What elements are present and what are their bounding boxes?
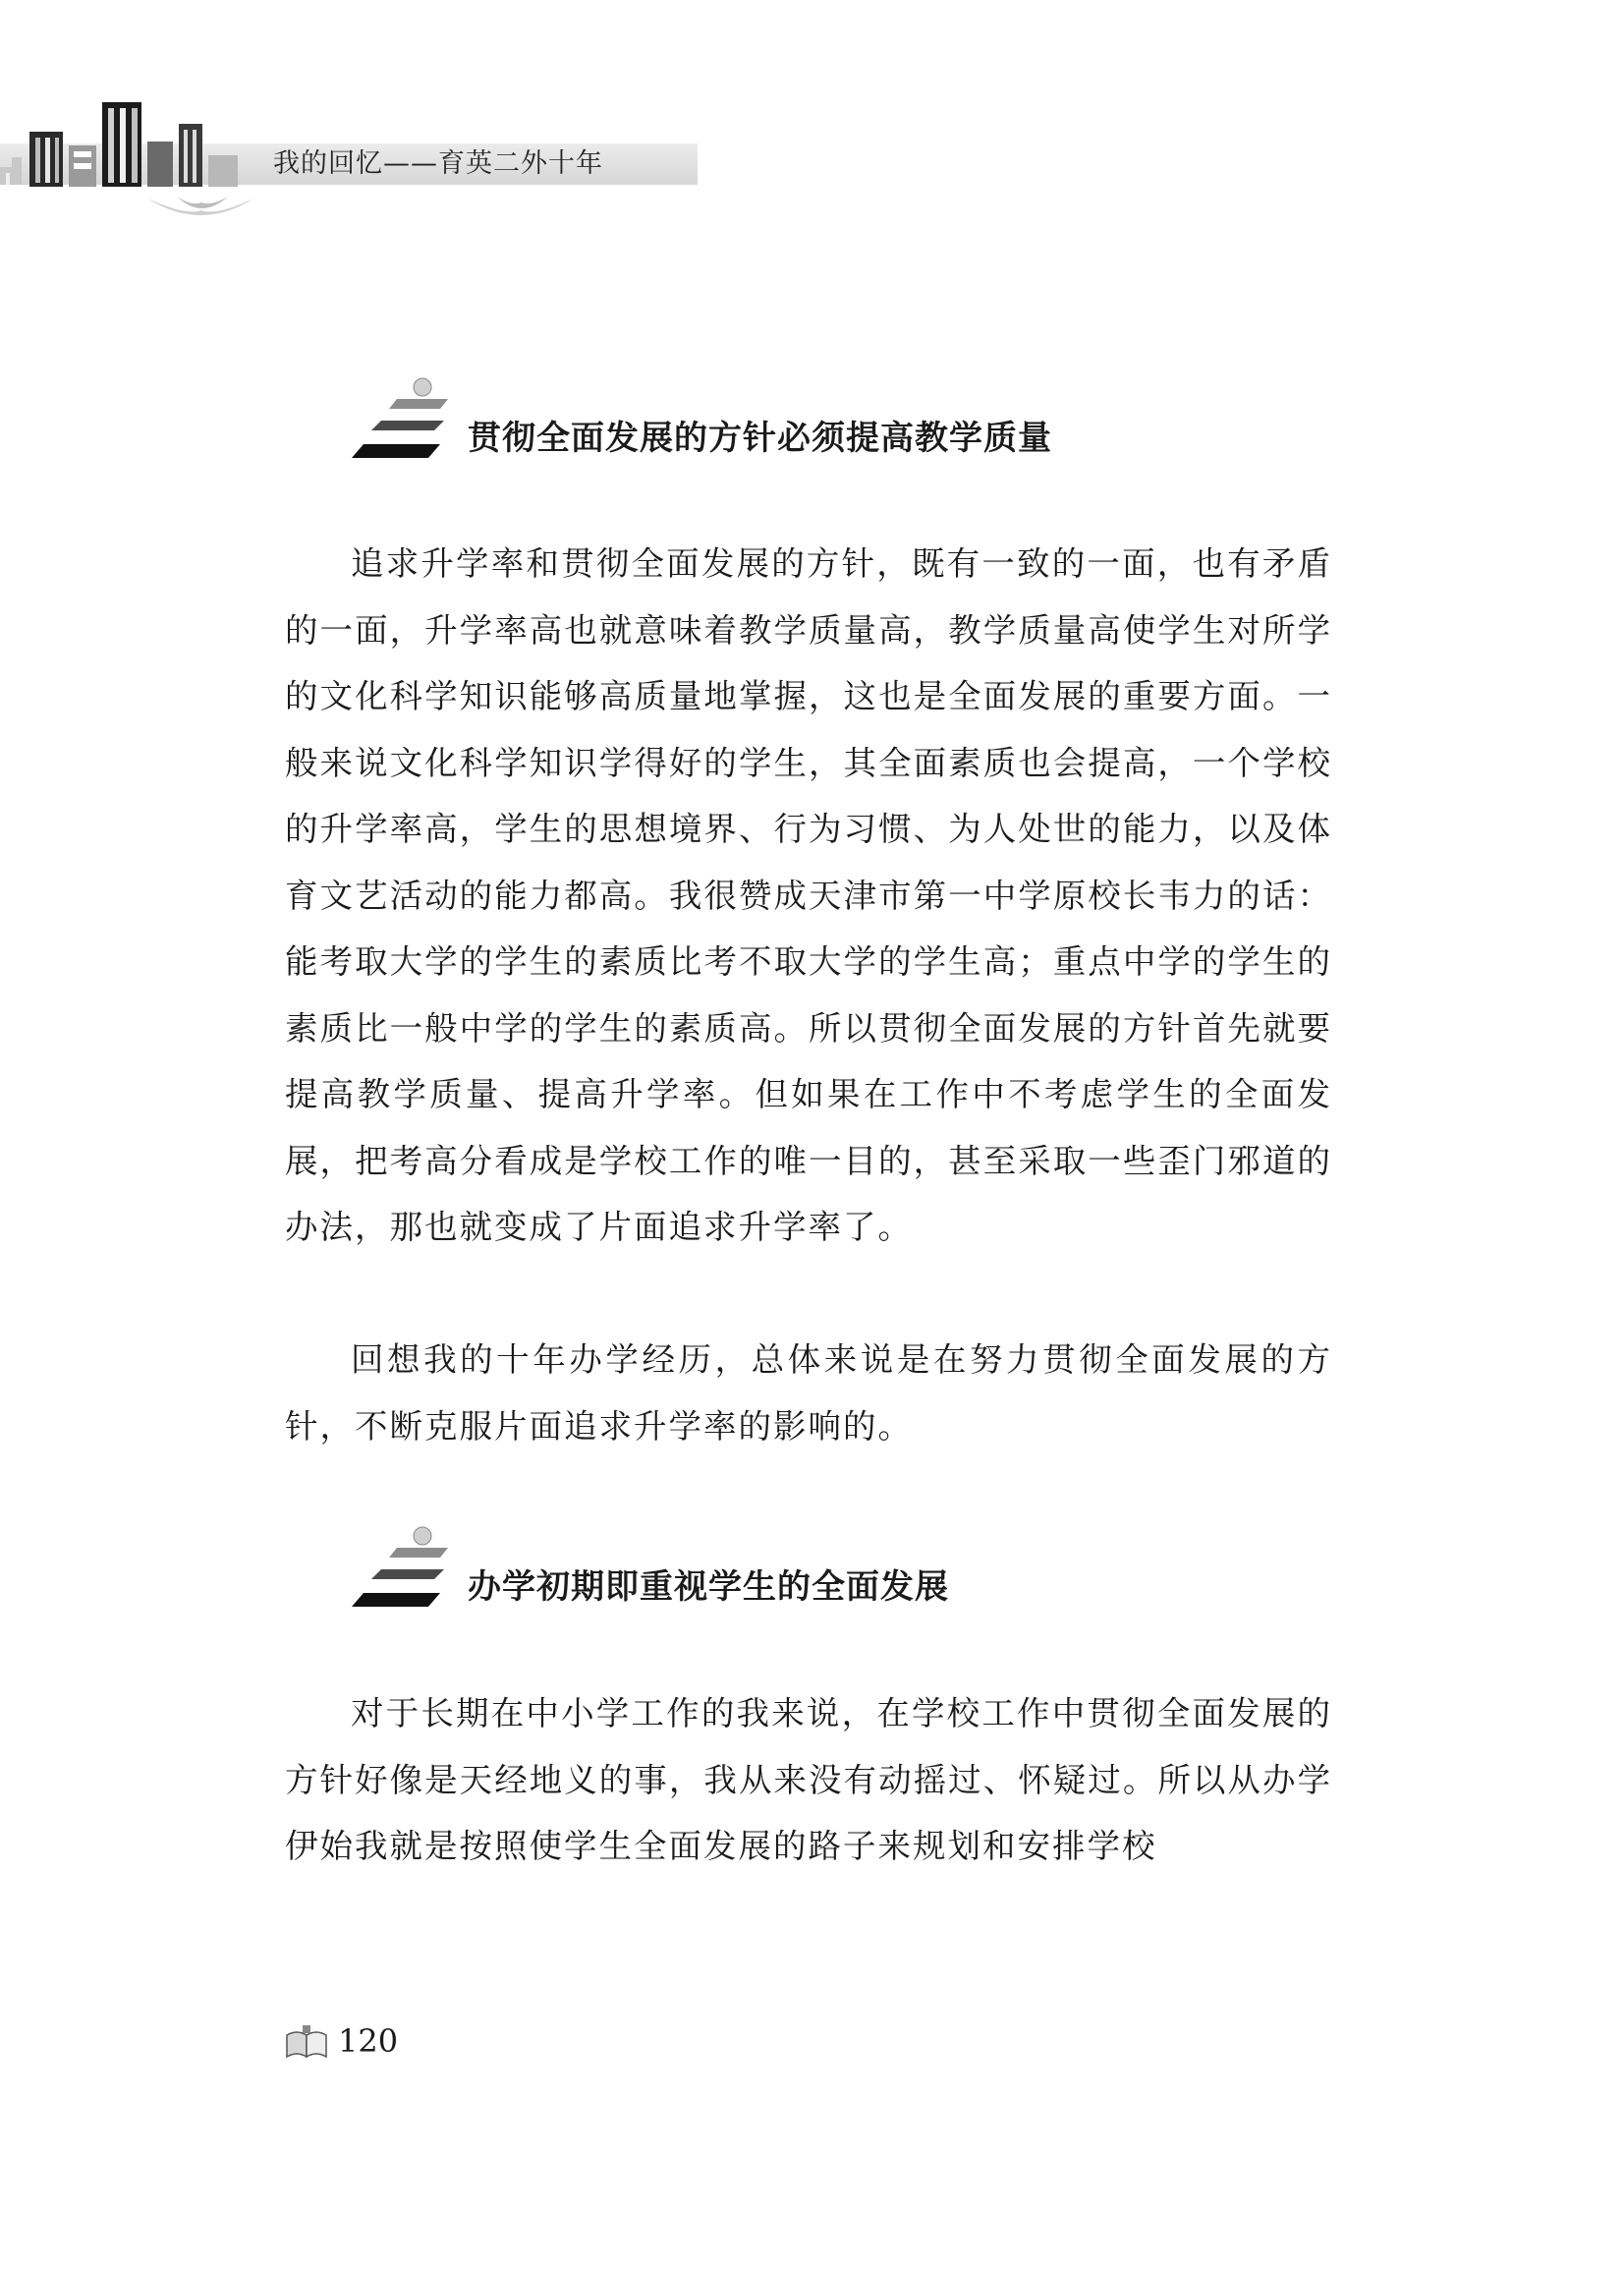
section-title: 贯彻全面发展的方针必须提高教学质量	[468, 419, 1052, 458]
paragraph: 对于长期在中小学工作的我来说，在学校工作中贯彻全面发展的方针好像是天经地义的事，我从来没有动摇过、怀疑过。所以从办学伊始我就是按照使学生全面发展的路子来规划和安排学校	[285, 1694, 1332, 1865]
section-title: 办学初期即重视学生的全面发展	[468, 1567, 949, 1607]
open-book-icon	[285, 2025, 328, 2061]
stacked-layers-icon	[350, 1518, 458, 1617]
paragraph: 回想我的十年办学经历，总体来说是在努力贯彻全面发展的方针，不断克服片面追求升学率的影响的。	[285, 1340, 1332, 1446]
section-heading-2	[350, 1518, 1332, 1617]
page-number: 120	[338, 2022, 399, 2060]
city-skyline-icon	[0, 94, 255, 232]
section-heading-1	[350, 369, 1332, 468]
running-header-title: 我的回忆——育英二外十年	[273, 148, 603, 179]
paragraph: 追求升学率和贯彻全面发展的方针，既有一致的一面，也有矛盾的一面，升学率高也就意味着教学质量高，教学质量高使学生对所学的文化科学知识能够高质量地掌握，这也是全面发展的重要方面。一般来说文化科学知识学得好的学生，其全面素质也会提高，一个学校的升学率高，学生的思想境界、行为习惯、为人处世的能力，以及体育文艺活动的能力都高。我很赞成天津市第一中学原校长韦力的话：能考取大学的学生的素质比考不取大学的学生高；重点中学的学生的素质比一般中学的学生的素质高。所以贯彻全面发展的方针首先就要提高教学质量、提高升学率。但如果在工作中不考虑学生的全面发展，把考高分看成是学校工作的唯一目的，甚至采取一些歪门邪道的办法，那也就变成了片面追求升学率了。	[285, 544, 1332, 1246]
stacked-layers-icon	[350, 369, 458, 468]
